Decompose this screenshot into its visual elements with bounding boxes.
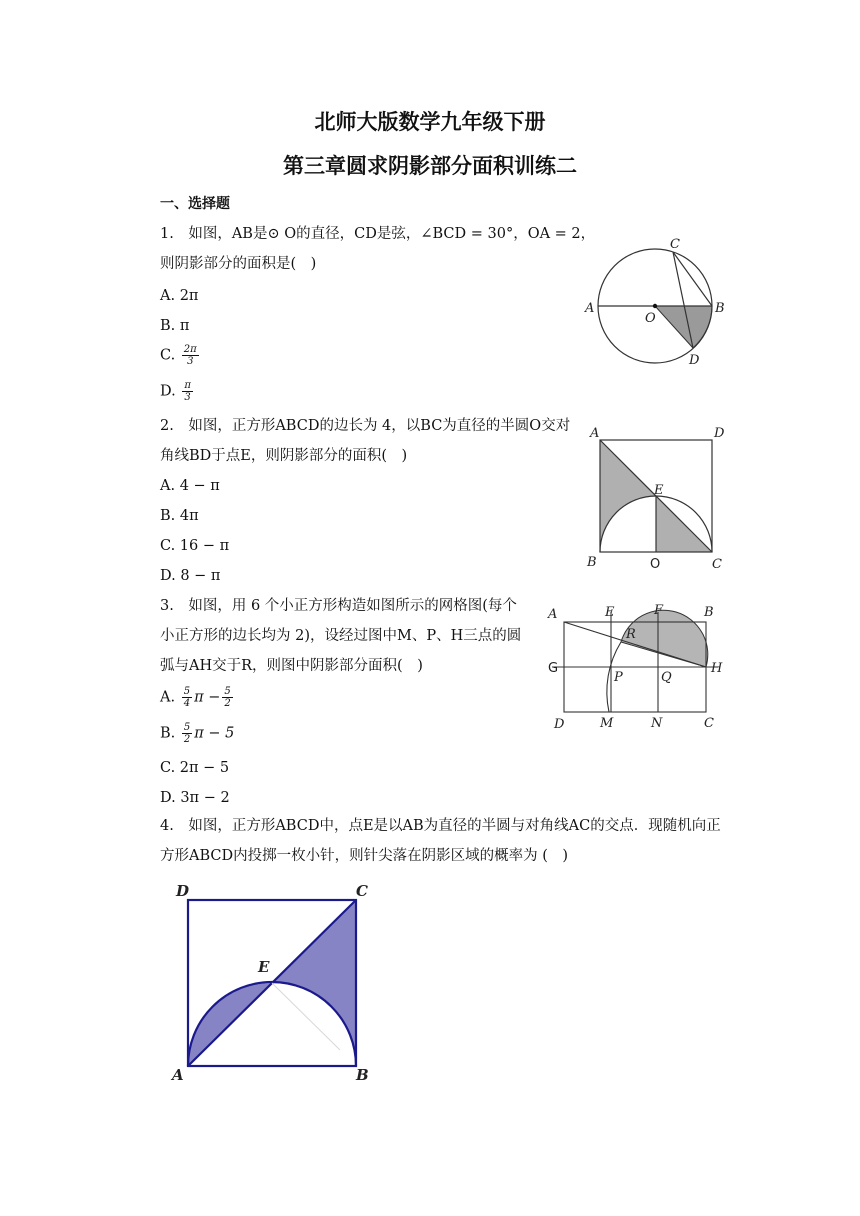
q3-label-m: M (600, 716, 614, 731)
q3-option-b[interactable] (160, 722, 234, 745)
q2-line-2: 角线BD于点E，则阴影部分的面积( ) (160, 448, 408, 464)
q3-label-q: Q (661, 670, 672, 685)
q2-label-c: C (712, 557, 722, 572)
q1-option-c-fraction: $\frac{2\pi}{3}$ (183, 344, 197, 367)
q1-figure (580, 232, 730, 372)
q1-line-2: 则阴影部分的面积是( ) (160, 256, 317, 272)
q3-option-a-mid: π − (194, 689, 221, 706)
q2-option-d[interactable]: D. 8 − π (160, 568, 221, 584)
q2-label-o: O (650, 557, 661, 572)
q3-label-b: B (704, 605, 714, 620)
q1-option-c-letter: C. (160, 347, 176, 364)
q3-label-n: N (651, 716, 663, 731)
q3-option-b-fraction: $\frac{5}{2}$ (183, 722, 191, 745)
q4-label-d: D (176, 882, 190, 900)
q4-label-c: C (356, 882, 368, 900)
q1-option-d-fraction: $\frac{\pi}{3}$ (184, 380, 191, 403)
q1-label-c: C (670, 237, 680, 252)
section-heading: 一、选择题 (160, 196, 230, 212)
q3-option-a-letter: A. (160, 689, 176, 706)
q3-label-d: D (554, 717, 565, 732)
q3-label-c: C (704, 716, 714, 731)
q2-option-c[interactable]: C. 16 − π (160, 538, 230, 554)
q2-label-e: E (654, 483, 664, 498)
q3-label-r: R (626, 627, 636, 642)
q1-label-a: A (585, 301, 595, 316)
q2-label-b: B (587, 555, 597, 570)
q1-option-c[interactable] (160, 344, 201, 367)
q3-option-c[interactable]: C. 2π − 5 (160, 760, 230, 776)
q1-label-b: B (715, 301, 725, 316)
title-line-1: 北师大版数学九年级下册 (314, 110, 546, 134)
q2-label-a: A (590, 426, 600, 441)
q3-label-p: P (614, 670, 623, 685)
q3-option-a[interactable] (160, 686, 235, 709)
q3-option-d[interactable]: D. 3π − 2 (160, 790, 230, 806)
q2-option-b[interactable]: B. 4π (160, 508, 199, 524)
q1-shaded-region (655, 306, 712, 348)
q1-option-d[interactable] (160, 380, 195, 403)
q2-figure (584, 424, 734, 574)
q1-label-d: D (689, 353, 700, 368)
q1-option-b[interactable]: B. π (160, 318, 190, 334)
q1-line-1: 1. 如图，AB是⊙ O的直径，CD是弦，∠BCD = 30°，OA = 2， (160, 226, 596, 242)
q1-option-a[interactable]: A. 2π (160, 288, 199, 304)
q4-label-b: B (356, 1066, 369, 1084)
q1-option-d-letter: D. (160, 383, 176, 400)
q3-label-a: A (548, 607, 558, 622)
q1-center-dot (653, 304, 657, 308)
q3-label-h: H (711, 661, 723, 676)
q3-figure (546, 600, 736, 735)
q2-line-1: 2. 如图，正方形ABCD的边长为 4，以BC为直径的半圆O交对 (160, 418, 571, 434)
title-line-2: 第三章圆求阴影部分面积训练二 (283, 154, 577, 178)
q3-option-b-tail: π − 5 (194, 725, 235, 742)
q1-label-o: O (645, 311, 656, 326)
q4-line-2: 方形ABCD内投掷一枚小针，则针尖落在阴影区域的概率为 ( ) (160, 848, 569, 864)
q3-label-g: G (548, 661, 559, 676)
q2-label-d: D (714, 426, 725, 441)
q3-line-2: 小正方形的边长均为 2)，设经过图中M、P、H三点的圆 (160, 628, 522, 644)
q4-line-1: 4. 如图，正方形ABCD中，点E是以AB为直径的半圆与对角线AC的交点．现随机向正 (160, 818, 721, 834)
q4-figure (170, 880, 380, 1085)
q3-label-e: E (605, 605, 615, 620)
q3-label-f: F (654, 603, 664, 618)
q4-label-a: A (172, 1066, 184, 1084)
q3-option-a-fraction-2: $\frac{5}{2}$ (224, 686, 231, 709)
q3-line-1: 3. 如图，用 6 个小正方形构造如图所示的网格图(每个 (160, 598, 517, 614)
q3-line-3: 弧与AH交于R，则图中阴影部分面积( ) (160, 658, 423, 674)
q3-option-b-letter: B. (160, 725, 176, 742)
q3-option-a-fraction-1: $\frac{5}{4}$ (183, 686, 191, 709)
q4-label-e: E (258, 958, 270, 976)
q2-option-a[interactable]: A. 4 − π (160, 478, 220, 494)
